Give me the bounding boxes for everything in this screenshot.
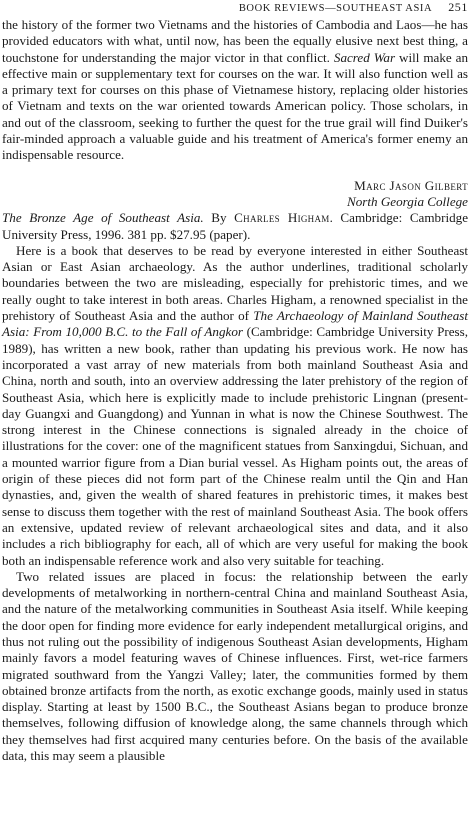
- page-number: 251: [448, 0, 468, 14]
- book-citation: The Bronze Age of Southeast Asia. By Charles Higham. Cambridge: Cambridge University Press, 1996. 381 pp. $27.95 (paper).: [2, 210, 468, 242]
- book-title-sacred-war: Sacred War: [333, 49, 396, 65]
- reviewer-affiliation: North Georgia College: [347, 193, 468, 209]
- citation-publisher: . Cambridge: Cambridge University Press, 1996. 381 pp. $27.95 (paper).: [2, 210, 468, 242]
- cited-work-title: The Archaeology of Mainland Southeast Asia: From 10,000 B.C. to the Fall of Angkor: [2, 308, 469, 340]
- citation-title: The Bronze Age of Southeast Asia.: [2, 210, 204, 226]
- reviewer-name: Marc Jason Gilbert: [354, 177, 468, 193]
- review-paragraph-1: Here is a book that deserves to be read by everyone interested in either Southeast Asian or East Asian archaeology. As the author underlines, traditional scholarly boundaries between the two are misleading, especially for prehistoric times, and we really ought to take interest in both areas. Charles Higham, a renowned specialist in the prehistory of Southeast Asia and the author of The Archaeology of Mainland Southeast Asia: From 10,000 B.C. to the Fall of Angkor (Cambridge: Cambridge University Press, 1989), has written a new book, rather than updating his previous work. He now has incorporated a vast array of new materials from both mainland Southeast Asia and China, north and south, into an overview addressing the later prehistory of the region of Southeast Asia, which here is explicitly made to include prehistoric Lingnan (present-day Guangxi and Guangdong) and Yunnan in what is now the Chinese Southwest. The strong interest in the Chinese connections is signaled already in the choice of illustrations for the cover: one of the magnificent statues from Sanxingdui, Sichuan, and a mounted warrior figure from a Dian burial vessel. As Higham points out, the areas of origin of these pieces did not form part of the Chinese realm until the Qin and Han dynasties, and, given the wealth of shared features in prehistoric times, it makes best sense to discuss them together with the rest of mainland Southeast Asia. The book offers an extensive, updated review of relevant archaeological sites and data, and it also includes a rich bibliography for each, all of which are very useful for making the book both an indispensable reference work and also very suitable for teaching.: [2, 242, 469, 568]
- reviewer-signature: [2, 178, 468, 211]
- review-continuation-paragraph: the history of the former two Vietnams and the histories of Cambodia and Laos—he has provided educators with what, until now, has been the equally elusive next best thing, a touchstone for understanding the major victor in that conflict. Sacred War will make an effective main or supplementary text for courses on the war. It will also function well as a primary text for courses on this phase of Vietnamese history, replacing older histories of Vietnam and texts on the war oriented towards American policy. Those scholars, in and out of the classroom, seeking to further the quest for the true grail will find Duiker's fair-minded approach a valuable guide and his treatment of America's former enemy an indispensable resource.: [2, 17, 468, 163]
- running-header: [239, 0, 468, 14]
- review-paragraph-2: Two related issues are placed in focus: the relationship between the early developments of metalworking in northern-central China and mainland Southeast Asia, and the nature of the metalworking communities in Southeast Asia itself. While keeping the door open for finding more evidence for early independent metallurgical origins, and thus not ruling out the possibility of indigenous Southeast Asian developments, Higham mainly favors a model featuring waves of Chinese influences. First, wet-rice farmers migrated southward from the Yangzi Valley; later, the communities formed by them obtained bronze artifacts from the north, as exotic exchange goods, mainly used in status display. Starting at least by 1500 B.C., the Southeast Asians began to produce bronze themselves, following diffusion of knowledge along, the same channels through which they themselves had first acquired many centuries before. On the basis of the available data, this may seem a plausible: [2, 568, 468, 764]
- page-body: [2, 17, 468, 764]
- running-title: BOOK REVIEWS—SOUTHEAST ASIA: [238, 3, 433, 14]
- citation-author: Charles Higham: [234, 210, 330, 226]
